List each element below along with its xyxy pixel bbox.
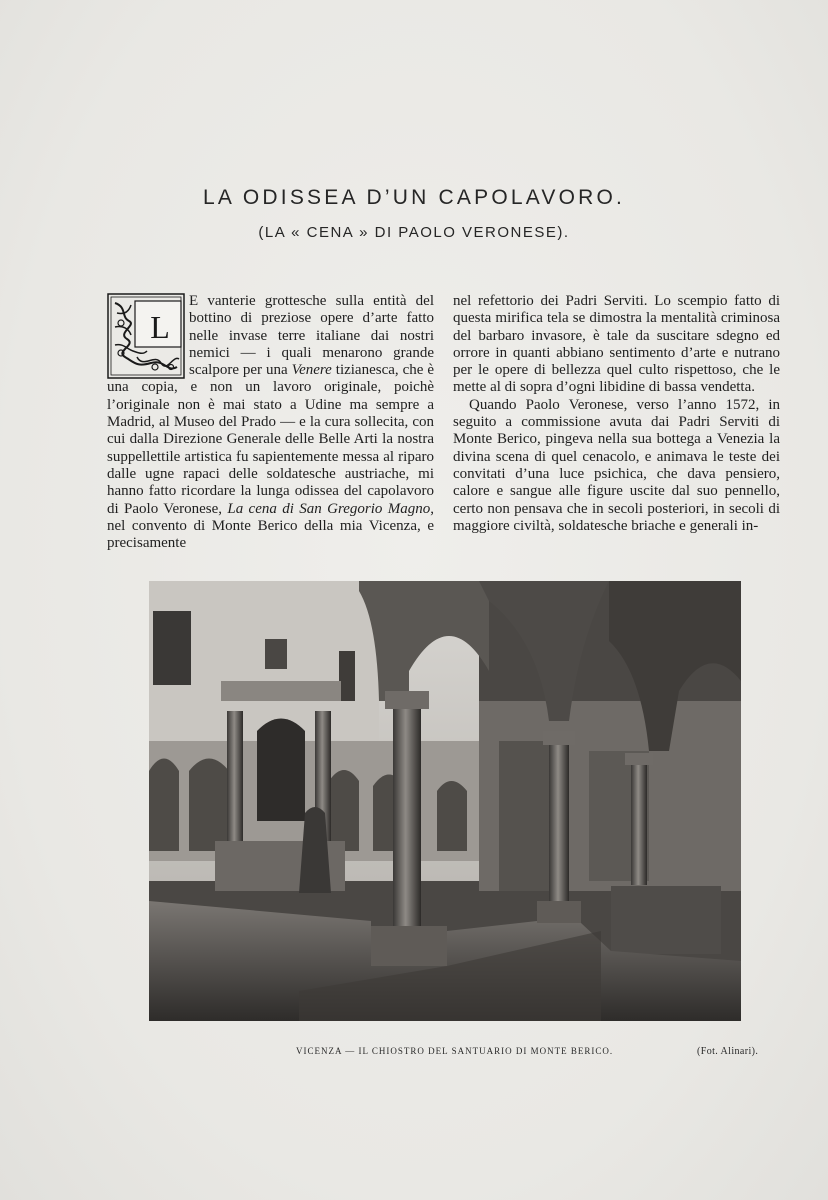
paragraph: Quando Paolo Veronese, verso l’anno 1572, in seguito a commissione avuta dai Padri Serviti di Monte Berico, pingeva nella sua bottega a Venezia la divina scena di quel cenacolo, e animava le teste dei convitati d’una luce psichica, che dava pensiero, calore e sangue alle figure uscite dal suo pennello, certo non pensava che in secoli posteriori, in secoli di maggiore civiltà, soldatesche briache e generali in- [453, 396, 780, 534]
italic-title-cena: La cena di San Gregorio Magno [227, 500, 431, 517]
text-run: E vanterie grottesche sulla entità del bottino di preziose opere d’arte fatto nelle invase terre italiane dai nostri nemici — i quali menarono grande scalpore per una [189, 293, 434, 379]
text-column-left [107, 293, 434, 552]
paragraph: nel refettorio dei Padri Serviti. Lo scempio fatto di questa mirifica tela se dimostra la mentalità criminosa del barbaro invasore, è tale da suscitare sdegno ed orrore in quanti abbiano sentimento d’arte e nutrano per le opere di bellezza quel culto rispettoso, che le mette al di sopra d’ogni libidine di bassa vendetta. [453, 293, 780, 396]
text-column-right [453, 293, 780, 535]
article-title: LA ODISSEA D’UN CAPOLAVORO. [202, 186, 626, 209]
text-run: tizianesca, che è una copia, e non un lavoro originale, poichè l’originale non è mai stato a Udine ma sempre a Madrid, al Museo del Prado — e la cura sollecita, con cui dalla Direzione Generale delle Belle Arti la nostra suppellettile artistica fu sapientemente messa al riparo dalle ugne rapaci delle soldatesche austriache, mi hanno fatto ricordare la lunga odissea del capolavoro di Paolo Veronese, [107, 362, 434, 517]
text-run: , nel convento di Monte Berico della mia Vicenza, e precisamente [107, 500, 434, 552]
article-subtitle: (LA « CENA » DI PAOLO VERONESE). [258, 224, 570, 241]
figure-caption: VICENZA — IL CHIOSTRO DEL SANTUARIO DI MONTE BERICO. [296, 1046, 614, 1056]
cloister-illustration [149, 581, 741, 1021]
photo-credit: (Fot. Alinari). [697, 1046, 759, 1057]
decorative-initial [107, 293, 185, 379]
italic-title-venere: Venere [291, 362, 332, 379]
dropcap-letter: L [150, 309, 170, 345]
cloister-photograph [149, 581, 741, 1021]
